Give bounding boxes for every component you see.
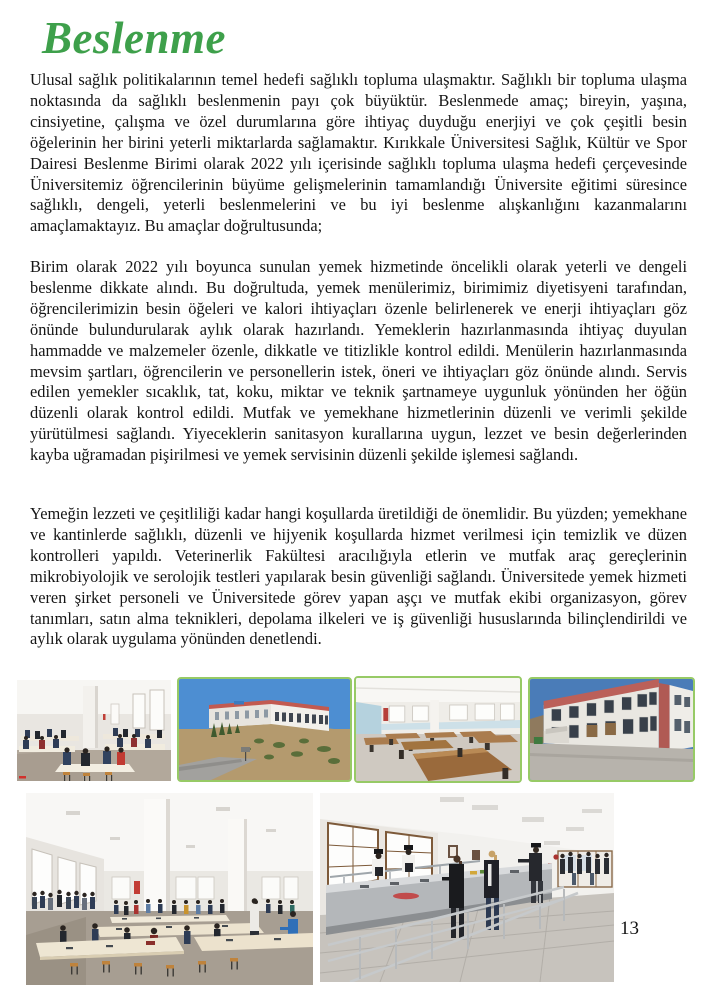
paragraph-food-service: Birim olarak 2022 yılı boyunca sunulan yemek hizmetinde öncelikli olarak yeterli ve dengeli beslenme dikkate alındı. Bu doğrultuda, yemek menülerimiz, birimimiz diyetisyeni tarafından, öğrencilerimizin besin öğeleri ve kalori ihtiyaçları özenle belirlenerek ve enerji ihtiyaçları göz önünde bulundurularak aylık olarak hazırlandı. Yemeklerin hazırlanmasında ihtiyaç duyulan hammadde ve malzemeler özenle, dikkatle ve titizlikle kontrol edildi. Menülerin hazırlanmasında mevsim şartları, öğrencilerin ve personellerin istek, öneri ve ihtiyaçları göz önünde alındı. Servis edilen yemekler sıcaklık, tat, koku, miktar ve teknik şartnameye uygunluk yönünden her öğün düzenli olarak kontrol edildi. Mutfak ve yemekhane hizmetlerinin düzenli ve verimli şekilde yürütülmesi sağlandı. Yiyeceklerin sanitasyon kurallarına uygun, lezzet ve besin değerlerinden kayba uğramadan pişirilmesi ve yemek servisinin düzenli şekilde işlemesi sağlandı. <box>30 257 687 465</box>
dining-building-exterior-illustration <box>530 679 693 780</box>
dining-building-exterior-photo <box>528 677 695 782</box>
paragraph-intro: Ulusal sağlık politikalarının temel hedefi sağlıklı topluma ulaşmaktır. Sağlıklı bir topluma ulaşma noktasında da sağlıklı beslenmenin payı çok büyüktür. Beslenmede amaç; bireyin, yaşına, cinsiyetine, çalışma ve özel durumlarına göre ihtiyaç duyduğu enerjiyi ve çok çeşitli besin öğelerinin her birini yeterli miktarlarda sağlamaktır. Kırıkkale Üniversitesi Sağlık, Kültür ve Spor Dairesi Beslenme Birimi olarak 2022 yılı içerisinde sağlıklı topluma ulaşma hedefi çerçevesinde Üniversitemiz öğrencilerinin büyüme gelişmelerinin tamamlandığı Üniversite eğitimi süresince sağlıklı, dengeli, yeterli beslenmelerini ve bu iyi beslenme alışkanlığını kazanmalarını amaçlamaktayız. Bu amaçlar doğrultusunda; <box>30 70 687 236</box>
campus-building-hillside-photo <box>177 677 352 782</box>
paragraph-hygiene: Yemeğin lezzeti ve çeşitliliği kadar hangi koşullarda üretildiği de önemlidir. Bu yüzden; yemekhane ve kantinlerde sağlıklı, düzenli ve hijyenik koşullarda hizmet verilmesi için temizlik ve düzen kontrolleri yapıldı. Veterinerlik Fakültesi aracılığıyla etlerin ve mutfak araç gereçlerinin mikrobiyolojik ve serolojik testleri yapılarak besin güvenliği sağlandı. Üniversitede yemek hizmeti veren şirket personeli ve Üniversitede görev yapan aşçı ve mutfak ekibi organizasyon, görev tanımları, satın alma teknikleri, depolama ilkeleri ve iş güvenliği hususlarında bilinçlendirildi ve aylık olarak uygulama yönünden denetlendi. <box>30 504 687 649</box>
page-number: 13 <box>620 918 639 939</box>
food-serving-line-photo <box>320 793 614 982</box>
campus-building-hillside-illustration <box>179 679 350 780</box>
empty-dining-hall-illustration <box>356 678 520 781</box>
students-dining-hall-photo <box>17 680 171 781</box>
page-title: Beslenme <box>42 13 226 63</box>
empty-dining-hall-photo <box>354 676 522 783</box>
food-serving-line-illustration <box>320 793 614 982</box>
crowded-cafeteria-photo <box>26 793 313 985</box>
students-dining-hall-illustration <box>17 680 171 781</box>
crowded-cafeteria-illustration <box>26 793 313 985</box>
